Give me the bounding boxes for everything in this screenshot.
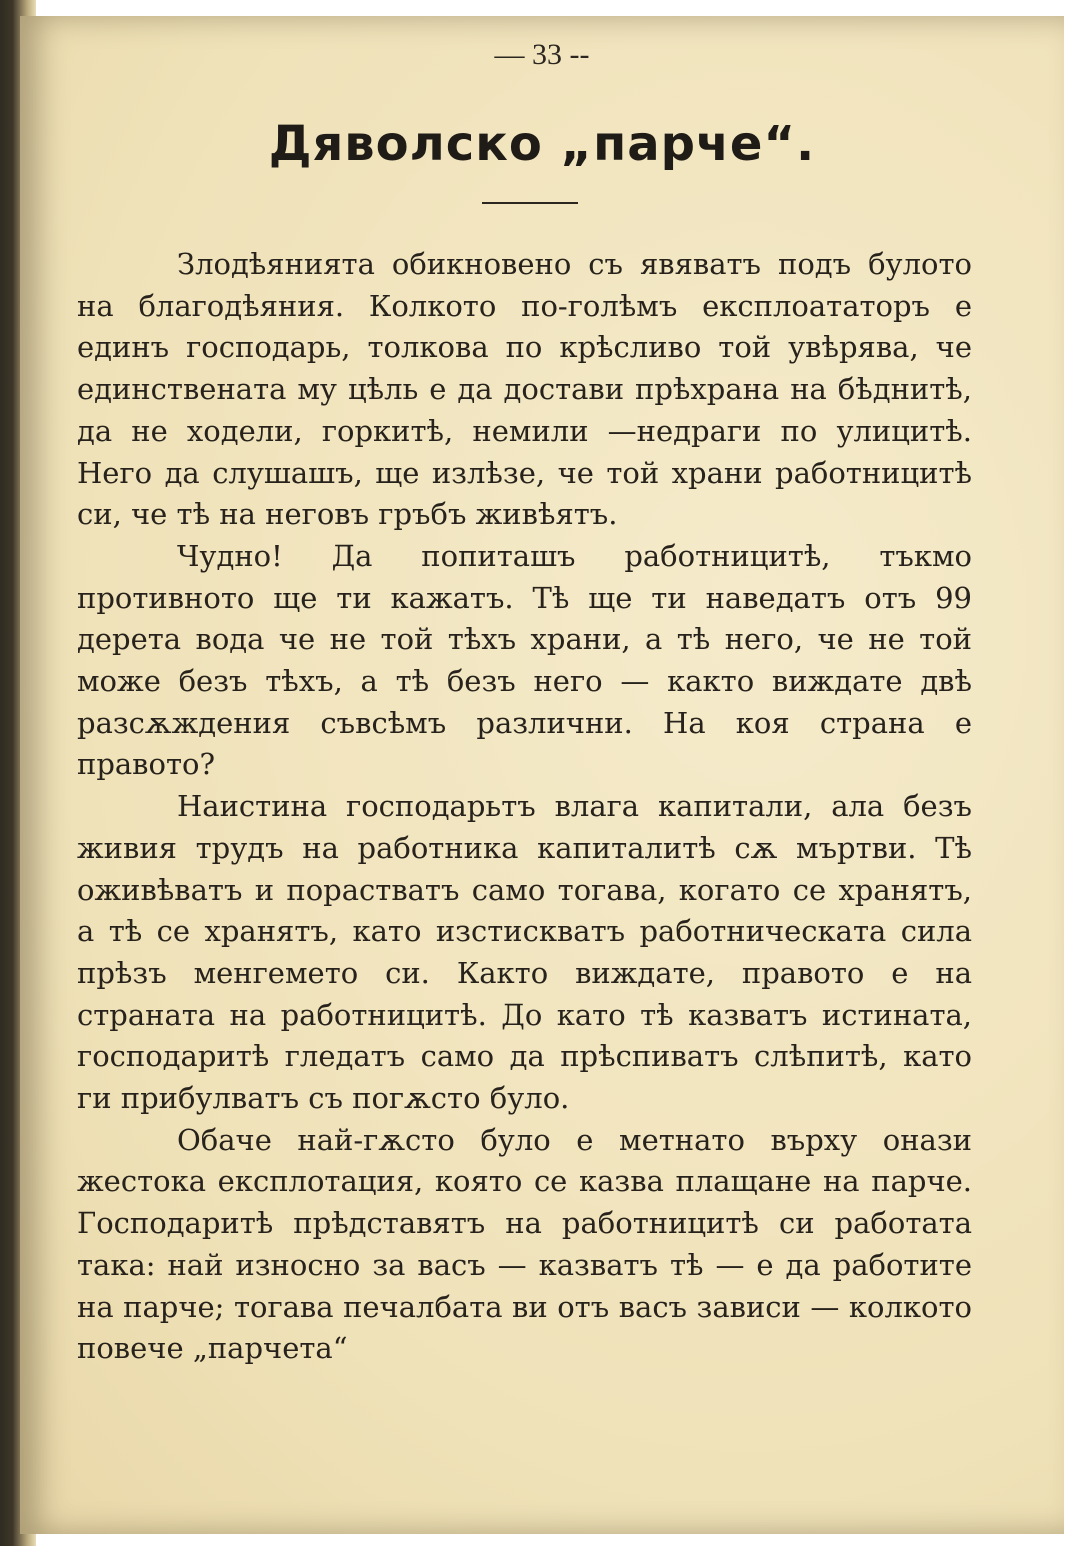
- book-page: [20, 16, 1064, 1534]
- body-text: [77, 244, 972, 1370]
- paragraph: Наистина господарьтъ влага капитали, ала безъ живия трудъ на работника капиталитѣ сѫ мъртви. Тѣ оживѣватъ и порастватъ само тогава, когато се хранятъ, а тѣ се хранятъ, като изстискватъ работническата сила прѣзъ менгемето си. Както виждате, правото е на страната на работницитѣ. До като тѣ казватъ истината, господаритѣ гледатъ само да прѣспиватъ слѣпитѣ, като ги прибулватъ съ погѫсто було.: [77, 789, 972, 1116]
- paragraph: Чудно! Да попиташъ работницитѣ, тъкмо противното ще ти кажатъ. Тѣ ще ти наведатъ отъ 99 дерета вода че не той тѣхъ храни, а тѣ него, че не той може безъ тѣхъ, а тѣ безъ него — както виждате двѣ разсѫждения съвсѣмъ различни. На коя страна е правото?: [77, 538, 972, 782]
- page-number: — 33 --: [494, 38, 590, 71]
- paragraph: Злодѣянията обикновено съ явяватъ подъ булото на благодѣяния. Колкото по-голѣмъ експлоататоръ е единъ господарь, толкова по крѣсливо той увѣрява, че единствената му цѣль е да достави прѣхрана на бѣднитѣ, да не ходели, горкитѣ, немили —недраги по улицитѣ. Него да слушашъ, ще излѣзе, че той храни работницитѣ си, че тѣ на неговъ гръбъ живѣятъ.: [77, 247, 972, 532]
- page-margin: [1064, 16, 1080, 1534]
- paragraph: Обаче най-гѫсто було е метнато върху онази жестока експлотация, която се казва плащане на парче. Господаритѣ прѣдставятъ на работницитѣ си работата така: най износно за васъ — казватъ тѣ — е да работите на парче; тогава печалбата ви отъ васъ зависи — колкото повече „парчета“: [77, 1122, 972, 1366]
- chapter-title: Дяволско „парче“.: [268, 116, 816, 172]
- title-divider: [482, 202, 578, 204]
